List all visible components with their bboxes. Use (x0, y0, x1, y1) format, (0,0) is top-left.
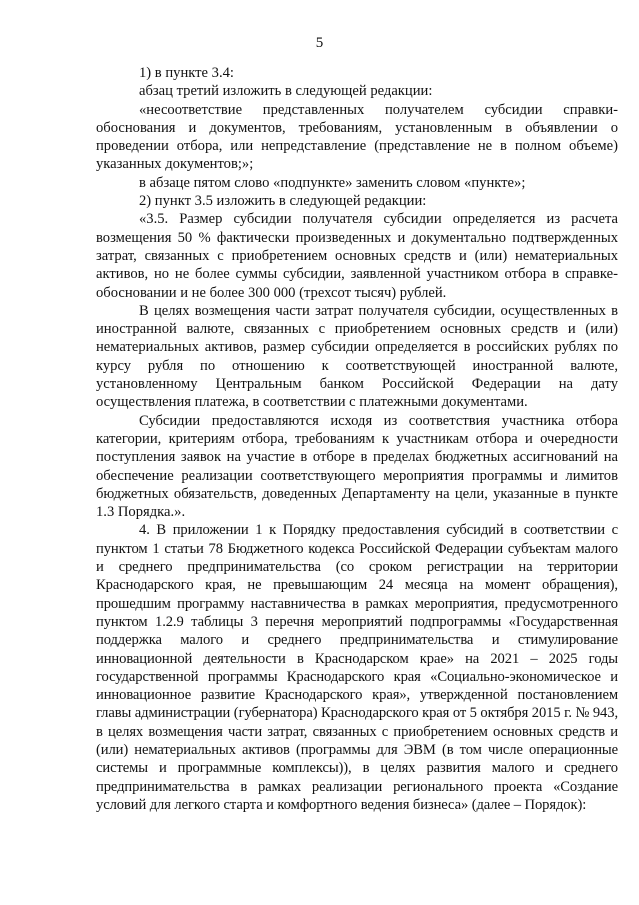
paragraph-foreign-currency: В целях возмещения части затрат получателя субсидии, осуществленных в иностранной валюте, связанных с приобретением основных средств и (или) нематериальных активов, размер субсидии определяется в российских рублях по курсу рубля по отношению к соответствующей иностранной валюте, установленному Центральным банком Российской Федерации на дату осуществления платежа, в соответствии с платежными документами. (96, 302, 618, 411)
paragraph-quote-nonconformity: «несоответствие представленных получателем субсидии справки-обоснования и документов, требованиям, установленным в объявлении о проведении отбора, или непредставление (представление не в полном объеме) указанных документов;»; (96, 101, 618, 173)
paragraph-item-1: 1) в пункте 3.4: (139, 65, 234, 81)
paragraph-item-2: 2) пункт 3.5 изложить в следующей редакции: (139, 193, 427, 210)
page-number: 5 (315, 35, 324, 51)
paragraph-paragraph-5-word-replace: в абзаце пятом слово «подпункте» заменить словом «пункте»; (139, 174, 526, 191)
document-body (96, 64, 618, 814)
paragraph-subsidy-size: «3.5. Размер субсидии получателя субсидии определяется из расчета возмещения 50 % фактически произведенных и документально подтвержденных затрат, связанных с приобретением основных средств и (или) нематериальных активов, но не более суммы субсидии, заявленной участником отбора в справке-обосновании и не более 300 000 (трехсот тысяч) рублей. (96, 211, 618, 301)
paragraph-appendix-1: 4. В приложении 1 к Порядку предоставления субсидий в соответствии с пунктом 1 статьи 78 Бюджетного кодекса Российской Федерации субъектам малого и среднего предпринимательства (со сроком регистрации на территории Краснодарского края, не превышающим 24 месяца на момент обращения), прошедшим программу наставничества в рамках мероприятия, предусмотренного пунктом 1.2.9 таблицы 3 перечня мероприятий подпрограммы «Государственная поддержка малого и среднего предпринимательства и стимулирование инновационной деятельности в Краснодарском крае» на 2021 – 2025 годы государственной программы Краснодарского края «Социально-экономическое и инновационное развитие Краснодарского края», утвержденной постановлением главы администрации (губернатора) Краснодарского края от 5 октября 2015 г. № 943, в целях возмещения части затрат, связанных с приобретением основных средств и (или) нематериальных активов (программы для ЭВМ (в том числе операционные системы и программные комплексы)), в целях развития малого и среднего предпринимательства в рамках реализации регионального проекта «Создание условий для легкого старта и комфортного ведения бизнеса» (далее – Порядок): (96, 522, 618, 813)
paragraph-paragraph-3-wording: абзац третий изложить в следующей редакции: (139, 83, 433, 100)
paragraph-subsidy-provision: Субсидии предоставляются исходя из соответствия участника отбора категории, критериям отбора, требованиям к участникам отбора и очередности поступления заявок на участие в отборе в пределах бюджетных ассигнований на обеспечение реализации соответствующего мероприятия программы и лимитов бюджетных обязательств, доведенных Департаменту на цели, указанные в пункте 1.3 Порядка.». (96, 412, 618, 521)
